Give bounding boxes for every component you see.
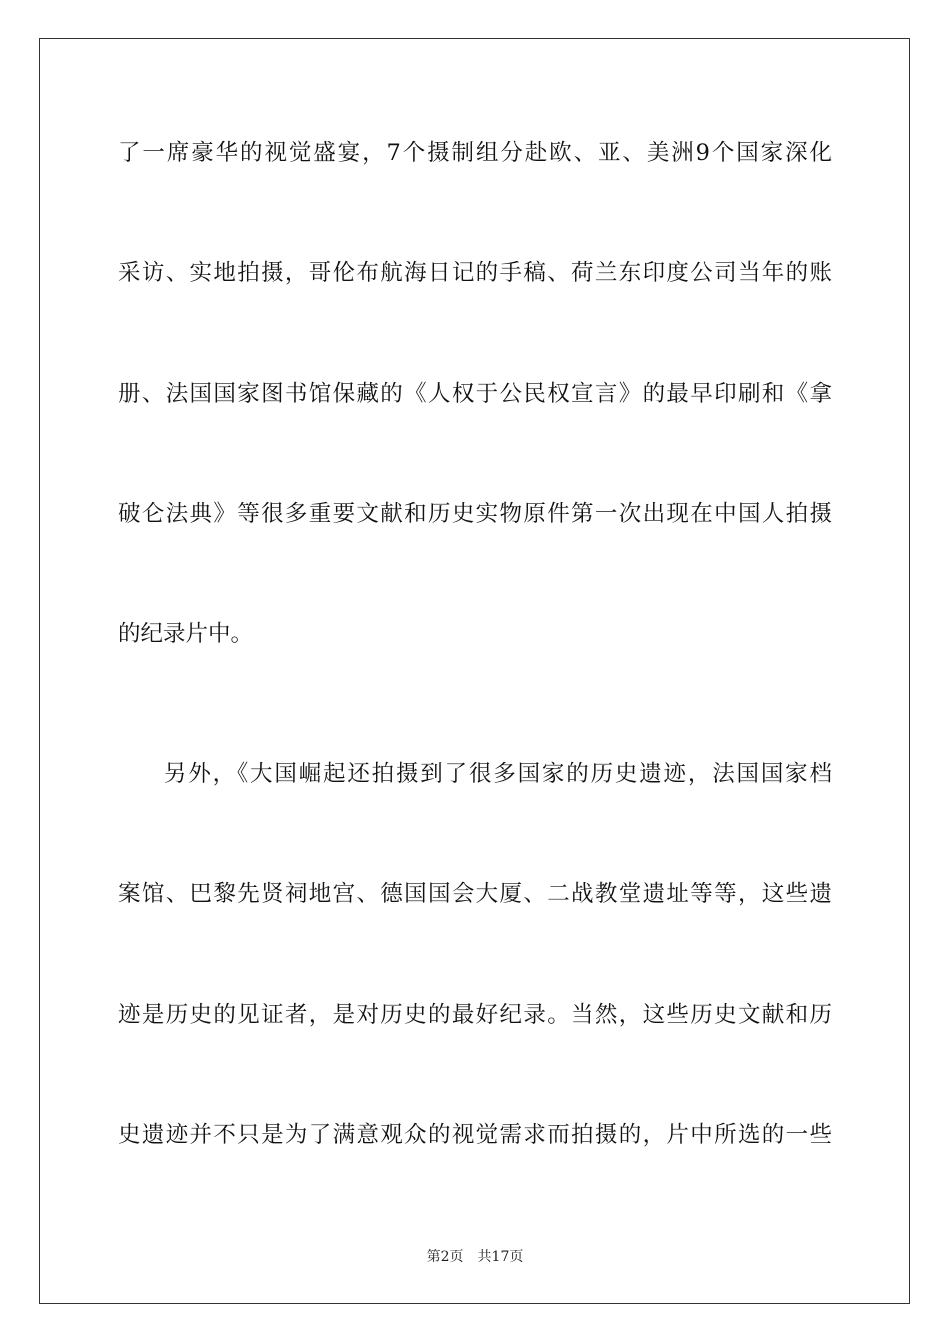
paragraph-line: 破仑法典》等很多重要文献和历史实物原件第一次出现在中国人拍摄 — [118, 501, 832, 527]
paragraph-line: 采访、实地拍摄，哥伦布航海日记的手稿、荷兰东印度公司当年的账 — [118, 260, 832, 286]
paragraph-line: 册、法国国家图书馆保藏的《人权于公民权宣言》的最早印刷和《拿 — [118, 381, 832, 407]
page-border — [39, 38, 910, 1304]
page-footer — [0, 1248, 950, 1266]
paragraph-line: 的纪录片中。 — [118, 621, 254, 647]
page-number: 第2页 — [426, 1249, 464, 1265]
paragraph-line: 案馆、巴黎先贤祠地宫、德国国会大厦、二战教堂遗址等等，这些遗 — [118, 881, 832, 907]
paragraph-line: 另外，《大国崛起还拍摄到了很多国家的历史遗迹，法国国家档 — [164, 761, 832, 787]
paragraph-line: 史遗迹并不只是为了满意观众的视觉需求而拍摄的，片中所选的一些 — [118, 1122, 832, 1148]
paragraph-line: 迹是历史的见证者，是对历史的最好纪录。当然，这些历史文献和历 — [118, 1002, 832, 1028]
page-total: 共17页 — [477, 1249, 524, 1265]
paragraph-line: 了一席豪华的视觉盛宴，7个摄制组分赴欧、亚、美洲9个国家深化 — [118, 140, 832, 166]
